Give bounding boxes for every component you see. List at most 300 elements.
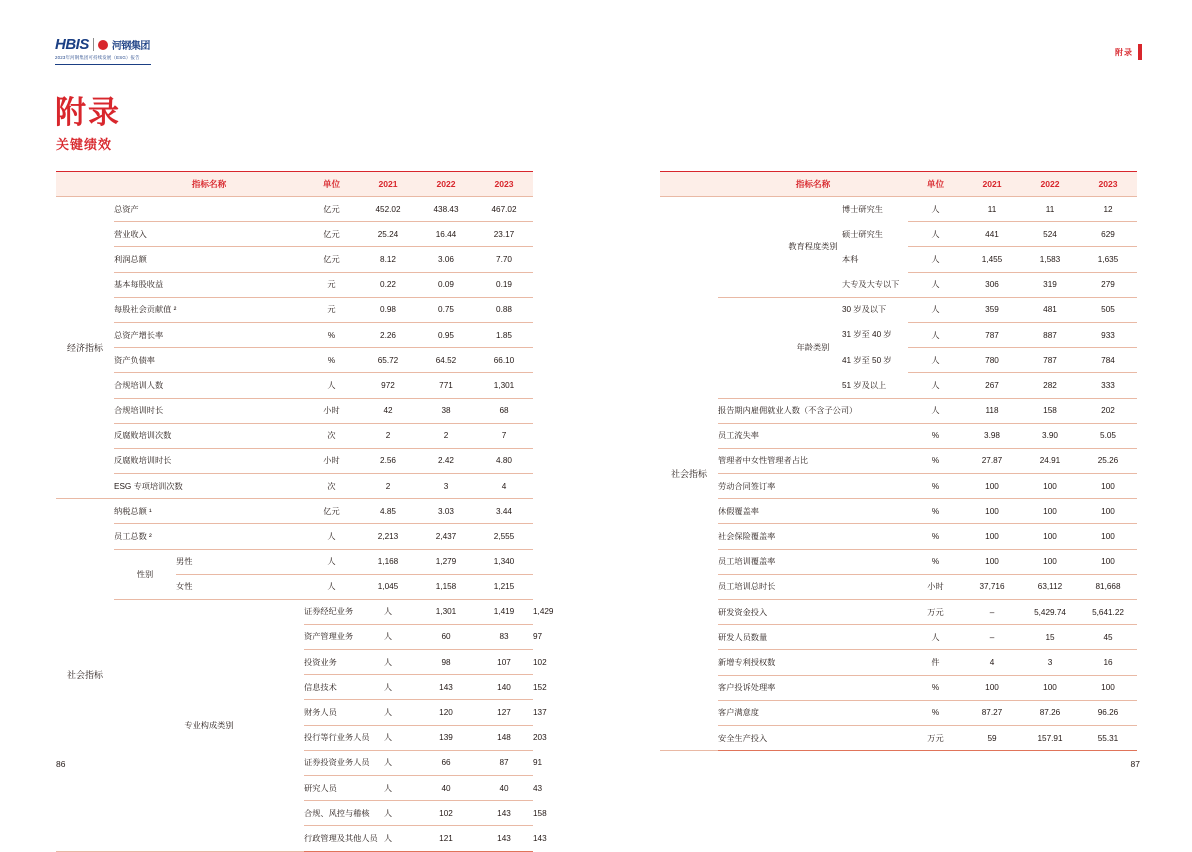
row-2021: 25.24 — [359, 222, 417, 247]
row-unit: 人 — [359, 725, 417, 750]
table-row — [660, 448, 1137, 473]
row-2022: 64.52 — [417, 348, 475, 373]
table-row — [56, 549, 533, 599]
category-social: 社会指标 — [660, 197, 718, 751]
logo-text-hbis: HBIS — [55, 36, 89, 53]
kpi-table-left-wrap — [56, 171, 554, 852]
page-subtitle: 关键绩效 — [56, 137, 113, 152]
table-row — [660, 398, 1137, 423]
row-2022: 100 — [1021, 675, 1079, 700]
row-unit: % — [908, 474, 963, 499]
row-2021: 0.98 — [359, 297, 417, 322]
row-label: 投资业务 — [304, 650, 359, 675]
group-gender-2023-cell — [475, 549, 533, 599]
row-unit: % — [908, 499, 963, 524]
table-row — [56, 297, 533, 322]
row-unit: 次 — [304, 474, 359, 499]
header-accent-bar — [1138, 44, 1142, 60]
header-2023: 2023 — [1079, 172, 1137, 197]
row-label: 男性 — [176, 550, 304, 575]
row-label: 客户投诉处理率 — [718, 675, 908, 700]
row-2022: 2 — [417, 423, 475, 448]
table-row — [660, 725, 1137, 750]
row-2023: 100 — [1079, 524, 1137, 549]
row-2023: 4 — [475, 474, 533, 499]
row-2022: 87 — [475, 750, 533, 775]
row-label: 总资产 — [114, 204, 139, 214]
group-gender-unit-cell — [304, 549, 359, 599]
row-label: 研发人员数量 — [718, 625, 908, 650]
table-row — [660, 650, 1137, 675]
row-label: 营业收入 — [114, 222, 304, 247]
row-2022: 2.42 — [417, 448, 475, 473]
row-2021: – — [963, 600, 1021, 625]
row-label: 基本每股收益 — [114, 272, 304, 297]
row-label: 反腐败培训次数 — [114, 423, 304, 448]
row-2022: 83 — [475, 624, 533, 649]
row-unit: 小时 — [304, 448, 359, 473]
row-label: 员工总数 ² — [114, 524, 304, 549]
table-row — [660, 297, 1137, 322]
row-unit: 人 — [908, 625, 963, 650]
row-2023: 7.70 — [475, 247, 533, 272]
row-unit: 人 — [908, 348, 963, 373]
row-2023: 100 — [1079, 549, 1137, 574]
row-2021: 102 — [417, 801, 475, 826]
row-label: 信息技术 — [304, 675, 359, 700]
row-2023: 23.17 — [475, 222, 533, 247]
row-2022: 107 — [475, 650, 533, 675]
header-unit: 单位 — [908, 172, 963, 197]
table-row: 投行等行业务人员 人 139 148 203 — [56, 725, 533, 750]
row-label: 30 岁及以下 — [842, 305, 887, 315]
row-2022: 40 — [475, 775, 533, 800]
row-unit: 次 — [304, 423, 359, 448]
page-number-right: 87 — [1130, 759, 1140, 769]
row-2021: 139 — [417, 725, 475, 750]
row-2022: 157.91 — [1021, 725, 1079, 750]
row-2022: 3.90 — [1021, 423, 1079, 448]
row-unit: 人 — [908, 398, 963, 423]
row-2022: 148 — [475, 725, 533, 750]
row-unit: % — [304, 348, 359, 373]
row-unit: 人 — [304, 373, 359, 398]
row-unit: 人 — [359, 801, 417, 826]
row-2021: 65.72 — [359, 348, 417, 373]
row-label: 员工培训总时长 — [718, 574, 908, 599]
row-2023: 0.88 — [475, 297, 533, 322]
row-unit: 人 — [908, 197, 963, 222]
row-2022: 127 — [475, 700, 533, 725]
kpi-table-left — [56, 171, 554, 852]
row-unit: % — [908, 524, 963, 549]
row-2023: 467.02 — [475, 197, 533, 222]
row-label: 管理者中女性管理者占比 — [718, 448, 908, 473]
table-row: 专业构成类别 证券经纪业务 人 1,301 1,419 1,429 — [56, 599, 533, 624]
row-2023: 202 — [1079, 398, 1137, 423]
row-unit: 万元 — [908, 725, 963, 750]
row-label: 社会保险覆盖率 — [718, 524, 908, 549]
row-2021: 2 — [359, 423, 417, 448]
logo-underline — [55, 64, 151, 65]
row-2022: 524 — [1021, 222, 1079, 247]
row-2021: 2.26 — [359, 322, 417, 347]
row-2023: 4.80 — [475, 448, 533, 473]
row-2023: 55.31 — [1079, 725, 1137, 750]
table-row — [56, 398, 533, 423]
row-label: 大专及大专以下 — [842, 280, 900, 290]
row-unit: % — [908, 448, 963, 473]
row-unit: 人 — [359, 775, 417, 800]
row-2023: 100 — [1079, 474, 1137, 499]
row-label: 员工流失率 — [718, 423, 908, 448]
row-2021: 100 — [963, 549, 1021, 574]
row-label: 证券投资业务人员 — [304, 750, 359, 775]
row-2022: 787 — [1021, 348, 1079, 373]
row-2022: 5,429.74 — [1021, 600, 1079, 625]
page-title: 附录 — [55, 95, 121, 130]
row-2021: 40 — [417, 775, 475, 800]
row-2021: 2 — [359, 474, 417, 499]
row-label: 劳动合同签订率 — [718, 474, 908, 499]
row-2021: 121 — [417, 826, 475, 851]
header-indicator-name: 指标名称 — [718, 172, 908, 197]
row-unit: 人 — [359, 624, 417, 649]
row-2021: 143 — [417, 675, 475, 700]
row-unit: 人 — [359, 700, 417, 725]
row-label: 客户满意度 — [718, 700, 908, 725]
row-2022: 3.03 — [417, 499, 475, 524]
row-2023: 1,340 — [475, 550, 533, 575]
row-2022: 438.43 — [417, 197, 475, 222]
row-label: 每股社会贡献值 ² — [114, 297, 304, 322]
table-row — [660, 423, 1137, 448]
row-unit: 人 — [327, 582, 336, 592]
row-2021: 87.27 — [963, 700, 1021, 725]
row-2022: 143 — [475, 826, 533, 851]
row-2021: 11 — [963, 197, 1021, 222]
row-label: 员工培训覆盖率 — [718, 549, 908, 574]
row-unit: % — [908, 423, 963, 448]
row-unit: 人 — [359, 826, 417, 851]
row-2022: 0.09 — [417, 272, 475, 297]
kpi-table-right — [660, 171, 1137, 751]
row-2022: 2,437 — [417, 524, 475, 549]
table-row — [660, 625, 1137, 650]
page-number-left: 86 — [56, 759, 66, 769]
category-economic: 经济指标 — [56, 197, 114, 499]
row-label: 总资产增长率 — [114, 322, 304, 347]
row-label: 31 岁至 40 岁 — [842, 330, 892, 340]
row-2023: 96.26 — [1079, 700, 1137, 725]
category-social: 社会指标 — [56, 499, 114, 851]
row-2021: 267 — [963, 373, 1021, 398]
row-label: 本科 — [842, 254, 859, 264]
group-label-education: 教育程度类别 — [718, 197, 908, 298]
row-2022: 1,158 — [435, 582, 457, 592]
row-label: 安全生产投入 — [718, 725, 908, 750]
row-label: 投行等行业务人员 — [304, 725, 359, 750]
row-unit: 人 — [908, 297, 963, 322]
row-2021: 359 — [963, 297, 1021, 322]
row-2021: 306 — [963, 272, 1021, 297]
row-2022: 15 — [1021, 625, 1079, 650]
row-2021: 8.12 — [359, 247, 417, 272]
row-2022: 11 — [1021, 197, 1079, 222]
row-2021: 1,301 — [417, 599, 475, 624]
table-header-row — [660, 172, 1137, 197]
row-unit: 亿元 — [323, 204, 340, 214]
row-unit: % — [908, 700, 963, 725]
row-2021: 27.87 — [963, 448, 1021, 473]
row-label: 新增专利授权数 — [718, 650, 908, 675]
row-2023: 5,641.22 — [1079, 600, 1137, 625]
header-blank — [660, 172, 718, 197]
row-unit: 人 — [908, 322, 963, 347]
row-unit: 人 — [304, 550, 359, 575]
row-label: 资产管理业务 — [304, 624, 359, 649]
row-2022: 1,279 — [417, 550, 475, 575]
row-unit: 人 — [359, 750, 417, 775]
row-2023: 2,555 — [475, 524, 533, 549]
row-2021: 452.02 — [359, 197, 417, 222]
row-2021: 441 — [963, 222, 1021, 247]
row-2021: 0.22 — [359, 272, 417, 297]
table-row: 投资业务 人 98 107 102 — [56, 650, 533, 675]
table-row — [660, 474, 1137, 499]
row-2023: 279 — [1079, 272, 1137, 297]
row-2022: 771 — [417, 373, 475, 398]
row-2022: 100 — [1021, 549, 1079, 574]
row-2023: 100 — [1079, 675, 1137, 700]
row-unit: % — [908, 549, 963, 574]
row-2021: 59 — [963, 725, 1021, 750]
row-unit: 人 — [359, 599, 417, 624]
row-unit: 件 — [908, 650, 963, 675]
row-2022: 481 — [1021, 297, 1079, 322]
row-2023: 16 — [1079, 650, 1137, 675]
header-2021: 2021 — [359, 172, 417, 197]
row-2021: 972 — [359, 373, 417, 398]
row-2023: 1,301 — [475, 373, 533, 398]
row-2021: 100 — [963, 499, 1021, 524]
row-2021: 100 — [963, 474, 1021, 499]
table-row: 研究人员 人 40 40 43 — [56, 775, 533, 800]
table-row — [660, 499, 1137, 524]
table-row — [56, 322, 533, 347]
row-2022: 1,583 — [1021, 247, 1079, 272]
table-row — [56, 448, 533, 473]
row-label: 休假覆盖率 — [718, 499, 908, 524]
row-unit: 人 — [304, 524, 359, 549]
table-row — [660, 675, 1137, 700]
row-2023: 5.05 — [1079, 423, 1137, 448]
row-unit: 人 — [908, 247, 963, 272]
header-indicator-name: 指标名称 — [114, 172, 304, 197]
table-row: 信息技术 人 143 140 152 — [56, 675, 533, 700]
row-2023: 3.44 — [475, 499, 533, 524]
company-logo — [55, 36, 151, 65]
row-2021: 780 — [963, 348, 1021, 373]
table-row — [56, 247, 533, 272]
row-2023: 100 — [1079, 499, 1137, 524]
row-2022: 282 — [1021, 373, 1079, 398]
row-2023: 0.19 — [475, 272, 533, 297]
row-2022: 100 — [1021, 524, 1079, 549]
row-2021: 100 — [963, 675, 1021, 700]
row-2023: 66.10 — [475, 348, 533, 373]
row-2023: 45 — [1079, 625, 1137, 650]
header-section-label — [1115, 44, 1142, 60]
row-2021: 1,045 — [377, 582, 399, 592]
header-2022: 2022 — [1021, 172, 1079, 197]
row-2022: 143 — [475, 801, 533, 826]
logo-row — [55, 36, 151, 53]
row-label: 报告期内雇佣就业人数（不含子公司） — [718, 398, 908, 423]
table-row: 行政管理及其他人员 人 121 143 143 — [56, 826, 533, 851]
row-2023: 81,668 — [1079, 574, 1137, 599]
row-2022: 100 — [1021, 474, 1079, 499]
row-label: 纳税总额 ¹ — [114, 499, 304, 524]
row-2023: 505 — [1079, 297, 1137, 322]
table-row — [56, 348, 533, 373]
table-row — [56, 524, 533, 549]
row-2022: 24.91 — [1021, 448, 1079, 473]
table-row — [56, 222, 533, 247]
row-2023: 1,215 — [493, 582, 515, 592]
table-header-row — [56, 172, 533, 197]
table-row: 财务人员 人 120 127 137 — [56, 700, 533, 725]
group-label-major: 专业构成类别 — [114, 599, 304, 851]
row-2022: 38 — [417, 398, 475, 423]
logo-mark-icon — [98, 40, 108, 50]
header-unit: 单位 — [304, 172, 359, 197]
row-label: 反腐败培训时长 — [114, 448, 304, 473]
row-label: 行政管理及其他人员 — [304, 826, 359, 851]
row-unit: 人 — [908, 373, 963, 398]
row-unit: 小时 — [908, 574, 963, 599]
row-unit: 万元 — [908, 600, 963, 625]
row-unit: 人 — [359, 675, 417, 700]
table-row — [660, 700, 1137, 725]
group-label-age: 年龄类别 — [718, 297, 908, 398]
row-2021: – — [963, 625, 1021, 650]
table-row — [56, 423, 533, 448]
row-unit: 元 — [304, 297, 359, 322]
row-2023: 1.85 — [475, 322, 533, 347]
row-label: 41 岁至 50 岁 — [842, 355, 892, 365]
row-2023: 629 — [1079, 222, 1137, 247]
row-2022: 158 — [1021, 398, 1079, 423]
row-2023: 1,635 — [1079, 247, 1137, 272]
row-2023: 784 — [1079, 348, 1137, 373]
row-2023: 25.26 — [1079, 448, 1137, 473]
header-blank — [56, 172, 114, 197]
row-label: 硕士研究生 — [842, 229, 883, 239]
row-2021: 120 — [417, 700, 475, 725]
row-label: 博士研究生 — [842, 204, 883, 214]
row-unit: 元 — [304, 272, 359, 297]
kpi-table-right-wrap — [660, 171, 1137, 751]
row-label: 51 岁及以上 — [842, 380, 887, 390]
row-unit: 亿元 — [304, 247, 359, 272]
row-unit: 人 — [908, 222, 963, 247]
header-2021: 2021 — [963, 172, 1021, 197]
group-gender-cell — [114, 549, 304, 599]
logo-divider — [93, 38, 94, 51]
row-label: 财务人员 — [304, 700, 359, 725]
row-label: 合规、风控与稽核 — [304, 801, 359, 826]
row-2021: 98 — [417, 650, 475, 675]
row-2023: 68 — [475, 398, 533, 423]
table-row: 合规、风控与稽核 人 102 143 158 — [56, 801, 533, 826]
row-unit: 小时 — [304, 398, 359, 423]
table-row — [56, 474, 533, 499]
row-2021: 60 — [417, 624, 475, 649]
row-2021: 3.98 — [963, 423, 1021, 448]
row-2021: 66 — [417, 750, 475, 775]
row-2022: 63,112 — [1021, 574, 1079, 599]
table-row: 资产管理业务 人 60 83 97 — [56, 624, 533, 649]
row-unit: % — [908, 675, 963, 700]
row-unit: % — [304, 322, 359, 347]
row-2021: 2.56 — [359, 448, 417, 473]
row-label: 合规培训人数 — [114, 373, 304, 398]
table-row — [660, 524, 1137, 549]
table-row — [660, 574, 1137, 599]
row-2022: 0.75 — [417, 297, 475, 322]
row-2021: 4.85 — [359, 499, 417, 524]
row-2022: 319 — [1021, 272, 1079, 297]
row-label: 利润总额 — [114, 247, 304, 272]
row-2021: 787 — [963, 322, 1021, 347]
group-label-gender: 性别 — [136, 569, 154, 579]
table-row — [660, 197, 1137, 222]
header-2023: 2023 — [475, 172, 533, 197]
table-row — [56, 499, 533, 524]
row-2021: 118 — [963, 398, 1021, 423]
header-section-text: 附录 — [1115, 47, 1133, 57]
row-2022: 887 — [1021, 322, 1079, 347]
row-2023: 12 — [1079, 197, 1137, 222]
row-2022: 100 — [1021, 499, 1079, 524]
row-2022: 140 — [475, 675, 533, 700]
row-2021: 4 — [963, 650, 1021, 675]
row-2022: 0.95 — [417, 322, 475, 347]
group-gender-2021-cell — [359, 549, 417, 599]
row-2021: 42 — [359, 398, 417, 423]
row-2022: 1,419 — [475, 599, 533, 624]
row-2023: 333 — [1079, 373, 1137, 398]
row-unit: 亿元 — [304, 499, 359, 524]
row-label: 证券经纪业务 — [304, 599, 359, 624]
table-row — [56, 197, 533, 222]
row-2021: 100 — [963, 524, 1021, 549]
group-gender-2022-cell — [417, 549, 475, 599]
table-row — [56, 272, 533, 297]
table-row — [660, 600, 1137, 625]
kpi-left-body — [56, 197, 554, 852]
row-label: 研究人员 — [304, 775, 359, 800]
table-row: 证券投资业务人员 人 66 87 91 — [56, 750, 533, 775]
row-2021: 1,168 — [359, 550, 417, 575]
header-2022: 2022 — [417, 172, 475, 197]
row-unit: 人 — [908, 272, 963, 297]
row-2021: 1,455 — [963, 247, 1021, 272]
logo-subtitle: 2023年河钢集团可持续发展（ESG）报告 — [55, 55, 140, 60]
row-2022: 16.44 — [417, 222, 475, 247]
row-2022: 3.06 — [417, 247, 475, 272]
